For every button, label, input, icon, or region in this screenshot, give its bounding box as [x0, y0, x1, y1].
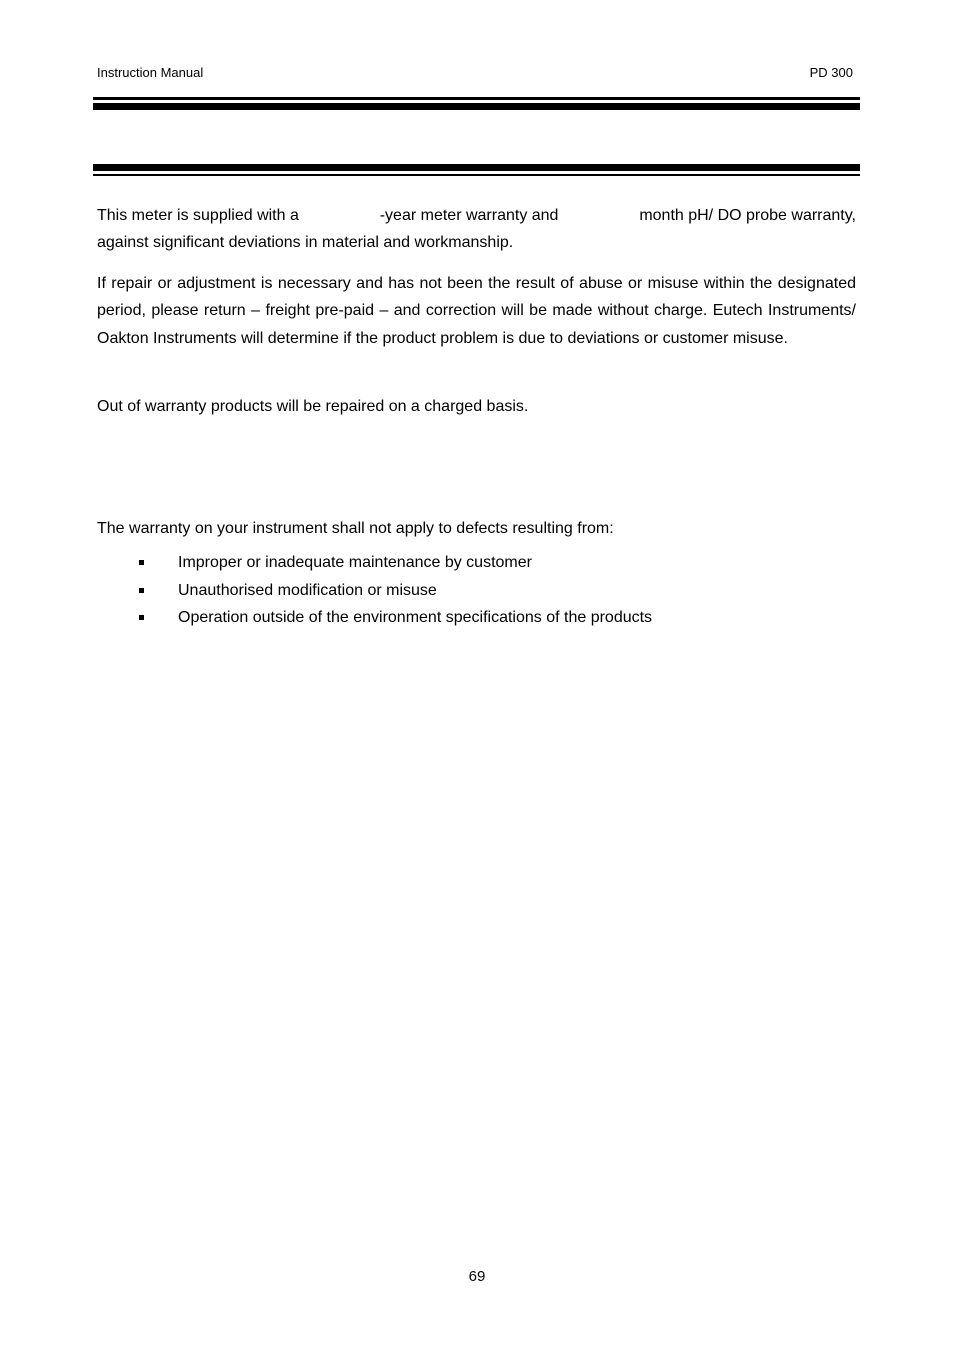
- header-model: PD 300: [809, 65, 853, 80]
- warranty-paragraph: [97, 202, 856, 257]
- repair-paragraph: If repair or adjustment is necessary and has not been the result of abuse or misuse within the designated period, please return – freight pre-paid – and correction will be made without charge. Eutech Instruments/ Oakton Instruments will determine if the product problem is due to deviations or customer misuse.: [97, 275, 856, 347]
- out-of-warranty-paragraph: Out of warranty products will be repaired on a charged basis.: [97, 398, 529, 415]
- exclusions-intro: The warranty on your instrument shall not apply to defects resulting from:: [97, 520, 614, 537]
- header-title: Instruction Manual: [97, 65, 204, 80]
- page-number: 69: [468, 1268, 486, 1285]
- bullet-icon: [139, 560, 144, 565]
- bullet-icon: [139, 615, 144, 620]
- bullet-icon: [139, 588, 144, 593]
- warranty-text-part2: -year meter warranty and: [379, 207, 559, 224]
- section-rule-thin: [93, 174, 860, 176]
- header-rule-thin: [93, 97, 860, 100]
- warranty-text-part3: month pH/ DO probe warranty,: [639, 207, 856, 224]
- section-rule-thick: [93, 164, 860, 171]
- warranty-text-part1: This meter is supplied with a: [97, 207, 299, 224]
- header-rule-thick: [93, 103, 860, 110]
- warranty-text-line2: against significant deviations in material and workmanship.: [97, 234, 514, 252]
